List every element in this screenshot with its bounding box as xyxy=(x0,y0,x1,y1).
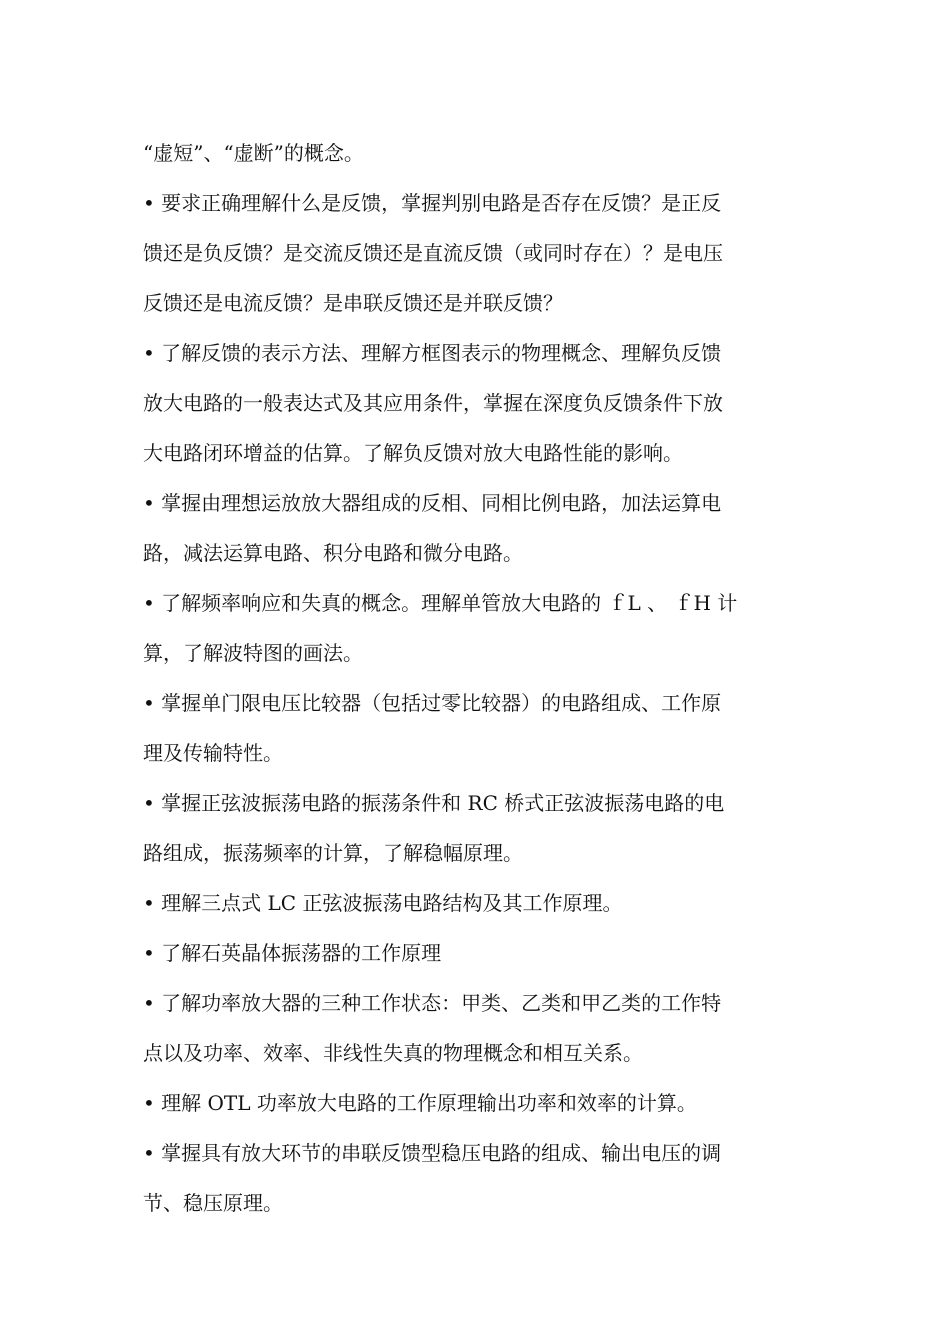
text-line: 路，减法运算电路、积分电路和微分电路。 xyxy=(143,541,523,565)
text-line: 馈还是负反馈？是交流反馈还是直流反馈（或同时存在）？是电压 xyxy=(143,241,723,265)
text-line: • 理解三点式 LC 正弦波振荡电路结构及其工作原理。 xyxy=(143,891,623,915)
text-line: • 了解频率响应和失真的概念。理解单管放大电路的 ｆL 、 ｆH 计 xyxy=(143,591,738,615)
text-line: “虚短”、“虚断”的概念。 xyxy=(143,141,364,165)
text-line: 大电路闭环增益的估算。了解负反馈对放大电路性能的影响。 xyxy=(143,441,683,465)
text-line: 反馈还是电流反馈？是串联反馈还是并联反馈？ xyxy=(143,291,563,315)
text-line: 理及传输特性。 xyxy=(143,741,283,765)
text-line: 路组成，振荡频率的计算，了解稳幅原理。 xyxy=(143,841,523,865)
text-line: 算，了解波特图的画法。 xyxy=(143,641,363,665)
text-line: • 了解功率放大器的三种工作状态：甲类、乙类和甲乙类的工作特 xyxy=(143,991,722,1015)
text-line: • 掌握单门限电压比较器（包括过零比较器）的电路组成、工作原 xyxy=(143,691,722,715)
text-line: 放大电路的一般表达式及其应用条件，掌握在深度负反馈条件下放 xyxy=(143,391,723,415)
text-line: • 理解 OTL 功率放大电路的工作原理输出功率和效率的计算。 xyxy=(143,1091,697,1115)
text-line: • 要求正确理解什么是反馈，掌握判别电路是否存在反馈？是正反 xyxy=(143,191,722,215)
text-line: • 掌握由理想运放放大器组成的反相、同相比例电路，加法运算电 xyxy=(143,491,722,515)
document-body xyxy=(143,128,803,1228)
text-line: 点以及功率、效率、非线性失真的物理概念和相互关系。 xyxy=(143,1041,643,1065)
text-line: • 了解石英晶体振荡器的工作原理 xyxy=(143,941,442,965)
text-line: • 掌握正弦波振荡电路的振荡条件和 RC 桥式正弦波振荡电路的电 xyxy=(143,791,725,815)
text-line: 节、稳压原理。 xyxy=(143,1191,283,1215)
text-line: • 了解反馈的表示方法、理解方框图表示的物理概念、理解负反馈 xyxy=(143,341,722,365)
text-line: • 掌握具有放大环节的串联反馈型稳压电路的组成、输出电压的调 xyxy=(143,1141,722,1165)
